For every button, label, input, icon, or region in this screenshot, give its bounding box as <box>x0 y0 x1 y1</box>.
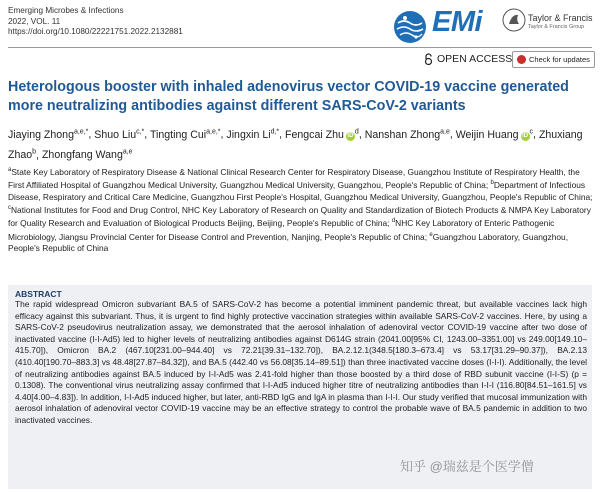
author-affiliation-marker: a,e <box>122 148 133 156</box>
journal-doi[interactable]: https://doi.org/10.1080/22221751.2022.2132881 <box>8 27 183 37</box>
author-affiliation-marker: c <box>529 128 534 135</box>
watermark <box>400 456 534 475</box>
emi-logo: EMi <box>432 6 483 38</box>
author-name: Jiaying Zhong <box>8 128 74 141</box>
author-name: Shuo Liu <box>94 128 137 141</box>
author-entry[interactable] <box>365 129 450 141</box>
author-list: Jiaying Zhong$^{a,e,*}$, Shuo Liu$^{c,*}$, Tingting Cui$^{a,e,*}$, Jingxin $Li^{d,*}$, Fengcai Zhu $iD^d$, Nanshan Zhong$^{a,e}$, Weijin Huang $iD^c$, Zhuxiang Zhao$^b$, Zhongfang Wang$^{a,e}$ <box>8 128 583 162</box>
author-name: Weijin Huang <box>455 128 519 141</box>
author-entry[interactable] <box>285 129 359 141</box>
affiliation-text: State Key Laboratory of Respiratory Disease & National Clinical Research Center for Respiratory Disease, Guangzhou Institute of Respiratory Health, the First Affiliated Hospital of Guangzhou Medical University, Guangzhou Medical University, Guangzhou, People's Republic of China; <box>8 166 580 191</box>
affiliation-marker: c <box>8 205 11 212</box>
author-affiliation-marker: a,e,* <box>73 128 89 135</box>
affiliations <box>8 165 596 254</box>
abstract-text: The rapid widespread Omicron subvariant BA.5 of SARS-CoV-2 has become a potential imminent pandemic threat, but available vaccines lack high efficacy against this subvariant. Thus, it is urgent to find highly protective vaccination strategies within available SARS-CoV-2 vaccines. Here, by using a SARS-CoV-2 pseudovirus neutralization assay, we demonstrated that the aerosol inhalation of adenoviral vector COVID-19 vaccine after two dose of inactivated vaccine (I-I-Ad5) led to higher levels of neutralizing antibodies against D614G strain (2041.00[95% CI, 1243.00–3351.00] vs 249.00[149.10–415.70]), Omicron BA.2 (467.10[231.00–944.40] vs 72.21[39.31–132.70]), BA.2.12.1(348.5[180.3–673.4] vs 53.17[31.29–90.37]), BA.2.13 (410.40[190.70–883.3] vs 48.48[27.87–84.32]), and BA.5 (442.40 vs 56.08[35.14–89.51]) than three inactivated vaccine doses (I-I-I). Additionally, the level of neutralizing antibodies against BA.5 induced by I-I-Ad5 was 2.41-fold higher than those boosted by a third dose of RBD subunit vaccine (I-I-S) (p = 0.1308). The conventional virus neutralizing assay confirmed that I-I-Ad5 induced higher titre of neutralizing antibodies than I-I-I (116.80[84.51–161.5] vs 4.40[4.00–4.83]). In addition, I-I-Ad5 induced higher, but later, anti-RBD IgG and IgA in plasma than I-I-I. Our study verified that mucosal immunization with aerosol inhalation of adenoviral vector COVID-19 vaccine may be an effective strategy to control the probable wave of BA.5 pandemic in addition to two inactivated vaccines. <box>15 299 587 425</box>
orcid-icon[interactable]: iD <box>347 132 354 139</box>
taylor-francis-logo-icon <box>502 8 526 32</box>
check-updates-button[interactable] <box>512 51 595 68</box>
author-name: Tingting Cui <box>149 128 207 141</box>
open-access-label <box>424 53 512 65</box>
author-entry[interactable] <box>94 129 144 141</box>
author-name: Zhuxiang Zhao <box>8 128 583 162</box>
open-lock-icon <box>424 53 433 65</box>
author-entry[interactable] <box>8 129 88 141</box>
author-affiliation-marker: b <box>32 148 37 156</box>
journal-info <box>8 6 183 38</box>
affiliation-marker: a <box>8 167 12 173</box>
globe-microbe-icon <box>392 9 428 45</box>
journal-name: Emerging Microbes & Infections <box>8 6 124 15</box>
affiliation-text: Guangzhou Laboratory, Guangzhou, People's Republic of China <box>8 231 569 253</box>
author-entry[interactable] <box>42 149 133 161</box>
publisher-name: Taylor & Francis <box>528 13 593 23</box>
author-name: Zhongfang Wang <box>41 149 123 162</box>
publisher-subtitle: Taylor & Francis Group <box>528 24 585 30</box>
author-entry[interactable] <box>150 129 221 141</box>
article-title: Heterologous booster with inhaled adenovirus vector COVID-19 vaccine generated more neutralizing antibodies against different SARS-CoV-2 variants <box>8 79 569 114</box>
affiliation-marker: b <box>490 180 494 187</box>
author-name: Jingxin Li <box>226 128 271 141</box>
author-affiliation-marker: d <box>354 128 359 135</box>
affiliation-text: National Institutes for Food and Drug Control, NHC Key Laboratory of Research on Quality and Standardization of Biotech Products & NMPA Key Laboratory for Quality Research and Evaluation of Biological Products Beijing, Beijing, People's Republic of China; <box>8 204 591 229</box>
author-entry[interactable] <box>226 129 279 141</box>
author-name: Fengcai Zhu <box>285 128 344 141</box>
affiliation-marker: e <box>429 231 433 238</box>
watermark-text: 知乎 @瑞兹是个医学僧 <box>400 459 534 474</box>
header-divider <box>8 47 592 48</box>
check-updates-label: Check for updates <box>529 55 590 64</box>
abstract-heading: ABSTRACT <box>15 289 62 299</box>
affiliation-text: Department of Infectious Disease, Respiratory and Critical Care Medicine, Guangzhou First People's Hospital, Guangzhou Medical University, Guangzhou, People's Republic of China; <box>8 180 593 202</box>
author-affiliation-marker: c,* <box>136 128 145 135</box>
author-affiliation-marker: a,e,* <box>206 128 221 135</box>
journal-volume: 2022, VOL. 11 <box>8 16 61 26</box>
author-affiliation-marker: d,* <box>270 128 280 135</box>
author-entry[interactable] <box>456 129 533 141</box>
affiliation-marker: d <box>391 218 396 225</box>
open-access-text: OPEN ACCESS <box>437 53 513 65</box>
orcid-icon[interactable]: iD <box>522 132 529 139</box>
update-check-icon <box>517 55 526 64</box>
author-name: Nanshan Zhong <box>364 128 441 141</box>
affiliation-text: NHC Key Laboratory of Enteric Pathogenic Microbiology, Jiangsu Provincial Center for Disease Control and Prevention, Nanjing, People's Republic of China; <box>8 218 555 242</box>
author-affiliation-marker: a,e <box>440 128 450 135</box>
